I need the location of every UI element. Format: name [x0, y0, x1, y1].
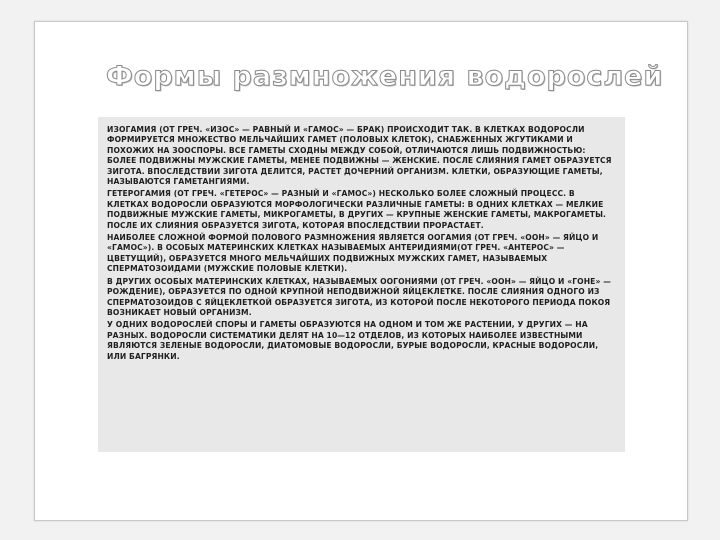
- slide-body-text-box: [98, 117, 625, 452]
- paragraph-oogonia: В ДРУГИХ ОСОБЫХ МАТЕРИНСКИХ КЛЕТКАХ, НАЗЫВАЕМЫХ ООГОНИЯМИ (ОТ ГРЕЧ. «ООН» — ЯЙЦО И «ГОНЕ» — РОЖДЕНИЕ), ОБРАЗУЕТСЯ ПО ОДНОЙ КРУПНОЙ НЕПОДВИЖНОЙ ЯЙЦЕКЛЕТКЕ. ПОСЛЕ СЛИЯНИЯ ОДНОГО ИЗ СПЕРМАТОЗОИДОВ С ЯЙЦЕКЛЕТКОЙ ОБРАЗУЕТСЯ ЗИГОТА, ИЗ КОТОРОЙ ПОСЛЕ НЕКОТОРОГО ПЕРИОДА ПОКОЯ ВОЗНИКАЕТ НОВЫЙ ОРГАНИЗМ.: [107, 276, 611, 317]
- paragraph-spores-gametes: У ОДНИХ ВОДОРОСЛЕЙ СПОРЫ И ГАМЕТЫ ОБРАЗУЮТСЯ НА ОДНОМ И ТОМ ЖЕ РАСТЕНИИ, У ДРУГИХ — НА РАЗНЫХ. ВОДОРОСЛИ СИСТЕМАТИКИ ДЕЛЯТ НА 10—12 ОТДЕЛОВ, ИЗ КОТОРЫХ НАИБОЛЕЕ ИЗВЕСТНЫМИ ЯВЛЯЮТСЯ ЗЕЛЕНЫЕ ВОДОРОСЛИ, ДИАТОМОВЫЕ ВОДОРОСЛИ, БУРЫЕ ВОДОРОСЛИ, КРАСНЫЕ ВОДОРОСЛИ, ИЛИ БАГРЯНКИ.: [107, 320, 599, 361]
- paragraph-heterogamy: ГЕТЕРОГАМИЯ (ОТ ГРЕЧ. «ГЕТЕРОС» — РАЗНЫЙ И «ГАМОС») НЕСКОЛЬКО БОЛЕЕ СЛОЖНЫЙ ПРОЦЕСС. В КЛЕТКАХ ВОДОРОСЛИ ОБРАЗУЮТСЯ МОРФОЛОГИЧЕСКИ РАЗЛИЧНЫЕ ГАМЕТЫ: В ОДНИХ КЛЕТКАХ — МЕЛКИЕ ПОДВИЖНЫЕ МУЖСКИЕ ГАМЕТЫ, МИКРОГАМЕТЫ, В ДРУГИХ — КРУПНЫЕ ЖЕНСКИЕ ГАМЕТЫ, МАКРОГАМЕТЫ. ПОСЛЕ ИХ СЛИЯНИЯ ОБРАЗУЕТСЯ ЗИГОТА, КОТОРАЯ ВПОСЛЕДСТВИИ ПРОРАСТАЕТ.: [107, 189, 607, 230]
- paragraph-isogamy: ИЗОГАМИЯ (ОТ ГРЕЧ. «ИЗОС» — РАВНЫЙ И «ГАМОС» — БРАК) ПРОИСХОДИТ ТАК. В КЛЕТКАХ ВОДОРОСЛИ ФОРМИРУЕТСЯ МНОЖЕСТВО МЕЛЬЧАЙШИХ ГАМЕТ (ПОЛОВЫХ КЛЕТОК), СНАБЖЕННЫХ ЖГУТИКАМИ И ПОХОЖИХ НА ЗООСПОРЫ. ВСЕ ГАМЕТЫ СХОДНЫ МЕЖДУ СОБОЙ, ОТЛИЧАЮТСЯ ЛИШЬ ПОДВИЖНОСТЬЮ: БОЛЕЕ ПОДВИЖНЫ МУЖСКИЕ ГАМЕТЫ, МЕНЕЕ ПОДВИЖНЫ — ЖЕНСКИЕ. ПОСЛЕ СЛИЯНИЯ ГАМЕТ ОБРАЗУЕТСЯ ЗИГОТА. ВПОСЛЕДСТВИИ ЗИГОТА ДЕЛИТСЯ, РАСТЕТ ДОЧЕРНИЙ ОРГАНИЗМ. КЛЕТКИ, ОБРАЗУЮЩИЕ ГАМЕТЫ, НАЗЫВАЮТСЯ ГАМЕТАНГИЯМИ.: [107, 125, 612, 187]
- paragraph-oogamy: НАИБОЛЕЕ СЛОЖНОЙ ФОРМОЙ ПОЛОВОГО РАЗМНОЖЕНИЯ ЯВЛЯЕТСЯ ООГАМИЯ (ОТ ГРЕЧ. «ООН» — ЯЙЦО И «ГАМОС»). В ОСОБЫХ МАТЕРИНСКИХ КЛЕТКАХ НАЗЫВАЕМЫХ АНТЕРИДИЯМИ(ОТ ГРЕЧ. «АНТЕРОС» — ЦВЕТУЩИЙ), ОБРАЗУЕТСЯ МНОГО МЕЛЬЧАЙШИХ ПОДВИЖНЫХ МУЖСКИХ ГАМЕТ, НАЗЫВАЕМЫХ СПЕРМАТОЗОИДАМИ (МУЖСКИЕ ПОЛОВЫЕ КЛЕТКИ).: [107, 233, 599, 274]
- slide-title: Формы размножения водорослей: [106, 61, 664, 92]
